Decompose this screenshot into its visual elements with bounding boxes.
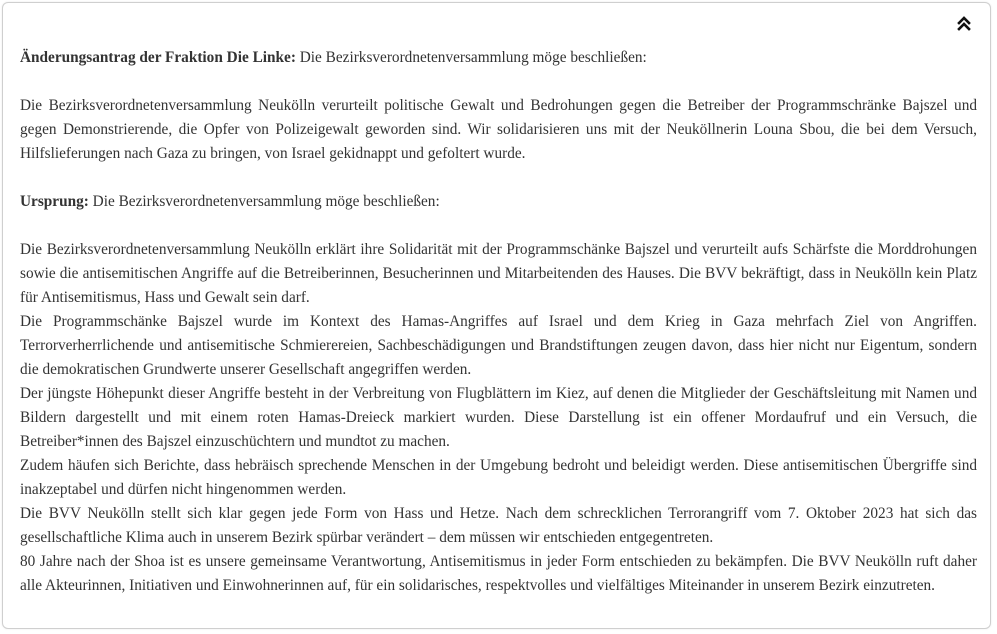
origin-intro: Die Bezirksverordnetenversammlung möge beschließen: <box>88 193 440 210</box>
origin-paragraph: Die BVV Neukölln stellt sich klar gegen jede Form von Hass und Hetze. Nach dem schrecklichen Terrorangriff vom 7. Oktober 2023 hat sich das gesellschaftliche Klima auch in unserem Bezirk spürbar verändert – dem müssen wir entschieden entgegentreten. <box>20 505 977 546</box>
origin-paragraph: Die Programmschänke Bajszel wurde im Kontext des Hamas-Angriffes auf Israel und dem Krieg in Gaza mehrfach Ziel von Angriffen. Terrorverherrlichende und antisemitische Schmierereien, Sachbeschädigungen und Brandstiftungen zeugen davon, dass hier nicht nur Eigentum, sondern die demokratischen Grundwerte unserer Gesellschaft angegriffen werden. <box>20 313 977 378</box>
origin-label: Ursprung: <box>20 193 89 210</box>
amendment-label: Änderungsantrag der Fraktion Die Linke: <box>20 49 296 66</box>
origin-paragraph: Der jüngste Höhepunkt dieser Angriffe besteht in der Verbreitung von Flugblättern im Kiez, auf denen die Mitglieder der Geschäftsleitung mit Namen und Bildern dargestellt und mit einem roten Hamas-Dreieck markiert wurden. Diese Darstellung ist ein offener Mordaufruf und ein Versuch, die Betreiber*innen des Bajszel einzuschüchtern und mundtot zu machen. <box>20 385 977 450</box>
amendment-body: Die Bezirksverordnetenversammlung Neukölln verurteilt politische Gewalt und Bedrohungen gegen die Betreiber der Programmschränke Bajszel und gegen Demonstrierende, die Opfer von Polizeigewalt geworden sind. Wir solidarisieren uns mit der Neuköllnerin Louna Sbou, die bei dem Versuch, Hilfslieferungen nach Gaza zu bringen, von Israel gekidnappt und gefoltert wurde. <box>20 97 977 162</box>
document-content <box>20 46 977 598</box>
collapse-button[interactable] <box>956 14 972 32</box>
document-panel <box>2 2 991 629</box>
origin-paragraph: Die Bezirksverordnetenversammlung Neukölln erklärt ihre Solidarität mit der Programmschänke Bajszel und verurteilt aufs Schärfste die Morddrohungen sowie die antisemitischen Angriffe auf die Betreiberinnen, Besucherinnen und Mitarbeitenden des Hauses. Die BVV bekräftigt, dass in Neukölln kein Platz für Antisemitismus, Hass und Gewalt sein darf. <box>20 241 977 306</box>
origin-paragraph: 80 Jahre nach der Shoa ist es unsere gemeinsame Verantwortung, Antisemitismus in jeder Form entschieden zu bekämpfen. Die BVV Neukölln ruft daher alle Akteurinnen, Initiativen und Einwohnerinnen auf, für ein solidarisches, respektvolles und vielfältiges Miteinander in unserem Bezirk einzutreten. <box>20 553 977 594</box>
origin-paragraph: Zudem häufen sich Berichte, dass hebräisch sprechende Menschen in der Umgebung bedroht und beleidigt werden. Diese antisemitischen Übergriffe sind inakzeptabel und dürfen nicht hingenommen werden. <box>20 457 977 498</box>
double-chevron-up-icon <box>957 15 971 31</box>
amendment-heading <box>20 46 977 70</box>
amendment-intro: Die Bezirksverordnetenversammlung möge beschließen: <box>295 49 647 66</box>
origin-heading <box>20 190 977 214</box>
